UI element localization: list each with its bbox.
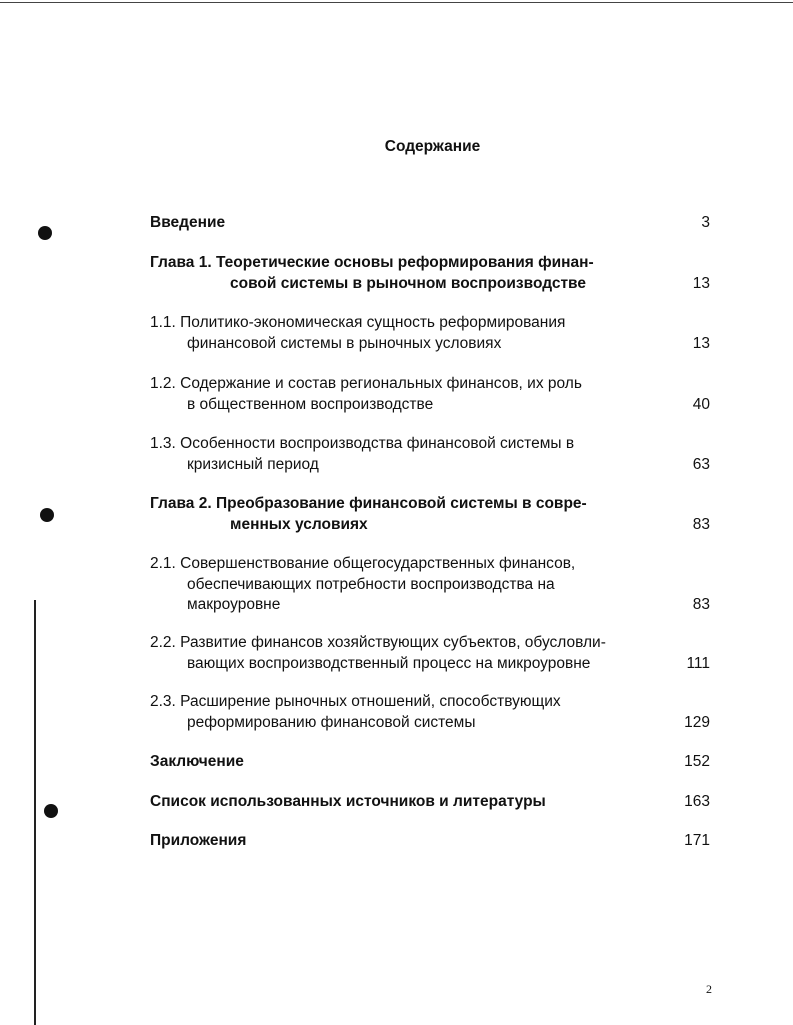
toc-entry-introduction[interactable] [150,213,710,234]
toc-entry-chapter-1[interactable] [150,253,710,294]
binding-hole-mark [38,226,52,240]
toc-entry-section-1-1[interactable] [150,313,710,354]
toc-entry-appendices[interactable] [150,831,710,852]
page-title: Содержание [384,138,481,155]
toc-entry-section-2-3[interactable] [150,692,710,733]
binding-hole-mark [44,804,58,818]
toc-entry-text: совой системы в рыночном воспроизводстве [230,274,587,292]
toc-page-number: 171 [684,832,710,849]
toc-entry-text: Введение [150,214,226,231]
toc-page-number: 83 [692,596,710,613]
toc-entry-text: Заключение [150,753,244,770]
toc-entry-section-2-2[interactable] [150,633,710,674]
toc-entry-text: Приложения [150,832,247,849]
scan-left-rule [34,600,36,1025]
toc-entry-section-2-1[interactable] [150,554,710,616]
toc-page-number: 63 [692,455,710,473]
toc-entry-conclusion[interactable] [150,752,710,773]
toc-entry-text: реформированию финансовой системы [187,713,476,731]
toc-entry-text: Глава 2. Преобразование финансовой системы в совре- [150,495,587,512]
toc-entry-text: Глава 1. Теоретические основы реформирования финан- [150,254,594,271]
toc-page-number: 129 [684,713,710,731]
toc-page-number: 152 [684,753,710,770]
toc-entry-section-1-2[interactable] [150,374,710,415]
toc-entry-text: обеспечивающих потребности воспроизводства на [187,575,555,593]
toc-page-number: 111 [686,654,710,672]
toc-page-number: 163 [684,793,710,810]
toc-entry-text: в общественном воспроизводстве [187,395,434,413]
toc-entry-text: вающих воспроизводственный процесс на микроуровне [187,654,591,672]
toc-entry-text: 2.1. Совершенствование общегосударственных финансов, [150,555,576,572]
toc-entry-text: 1.2. Содержание и состав региональных финансов, их роль [150,375,582,392]
page-number: 2 [706,982,712,996]
toc-page-number: 40 [692,395,710,413]
toc-entry-text: финансовой системы в рыночных условиях [187,334,502,352]
toc-entry-text: макроуровне [187,596,281,613]
scan-edge-line [0,2,793,3]
toc-entry-references[interactable] [150,792,710,813]
toc-page-number: 3 [701,214,710,231]
toc-entry-text: кризисный период [187,455,319,473]
toc-entry-text: менных условиях [230,515,368,533]
toc-entry-text: 2.2. Развитие финансов хозяйствующих субъектов, обусловли- [150,634,606,651]
toc-entry-chapter-2[interactable] [150,494,710,535]
binding-hole-mark [40,508,54,522]
toc-entry-text: 1.1. Политико-экономическая сущность реформирования [150,314,566,331]
toc-entry-text: Список использованных источников и литературы [150,793,546,810]
toc-entry-text: 2.3. Расширение рыночных отношений, способствующих [150,693,561,710]
toc-page-number: 13 [692,274,710,292]
toc-entry-text: 1.3. Особенности воспроизводства финансовой системы в [150,435,575,452]
toc-entry-section-1-3[interactable] [150,434,710,475]
toc-page-number: 13 [692,334,710,352]
toc-page-number: 83 [692,515,710,533]
